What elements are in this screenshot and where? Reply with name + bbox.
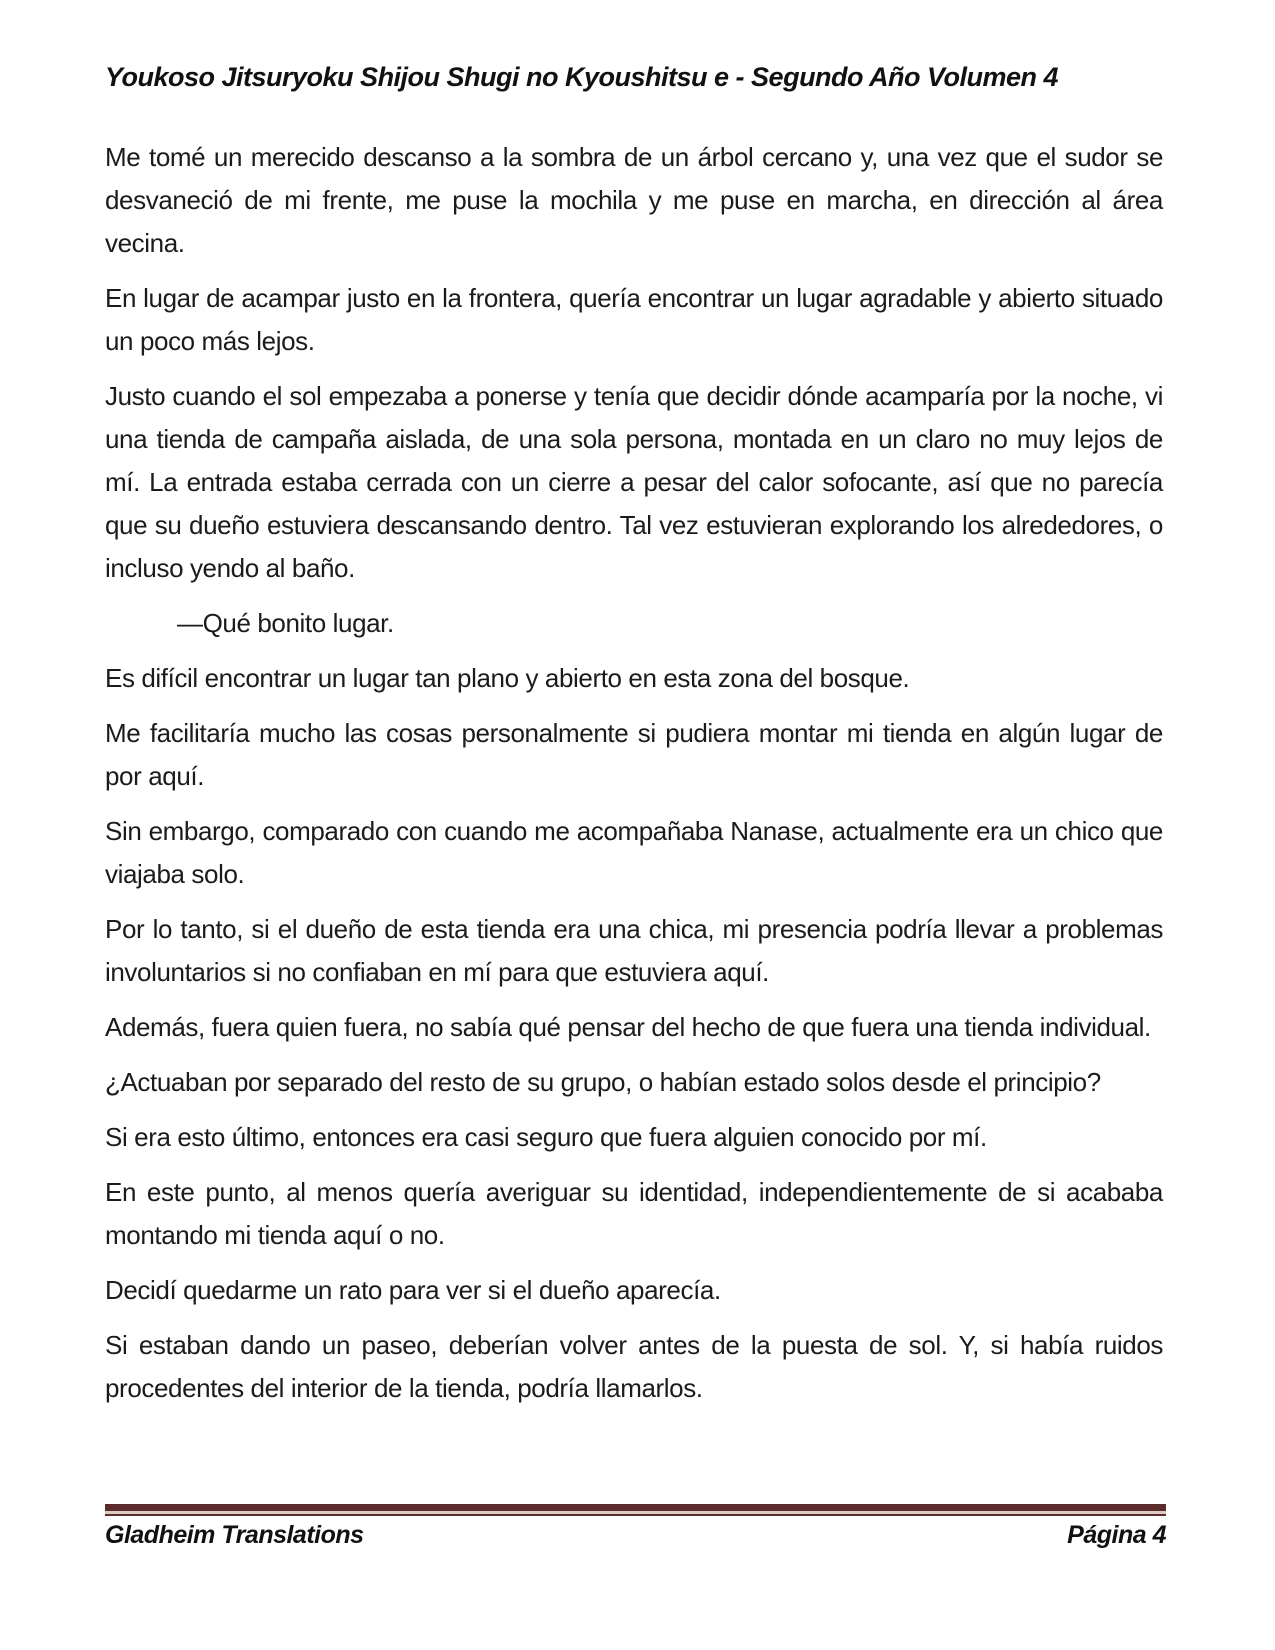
paragraph: Si era esto último, entonces era casi seguro que fuera alguien conocido por mí. <box>105 1122 987 1152</box>
paragraph: Justo cuando el sol empezaba a ponerse y tenía que decidir dónde acamparía por la noche, vi una tienda de campaña aislada, de una sola persona, montada en un claro no muy lejos de mí. La entrada estaba cerrada con un cierre a pesar del calor sofocante, así que no parecía que su dueño estuviera descansando dentro. Tal vez estuvieran explorando los alrededores, o incluso yendo al baño. <box>105 381 1163 583</box>
paragraph: En lugar de acampar justo en la frontera, quería encontrar un lugar agradable y abierto situado un poco más lejos. <box>105 283 1163 356</box>
paragraph: Por lo tanto, si el dueño de esta tienda era una chica, mi presencia podría llevar a problemas involuntarios si no confiaban en mí para que estuviera aquí. <box>105 914 1163 987</box>
paragraph: Además, fuera quien fuera, no sabía qué pensar del hecho de que fuera una tienda individual. <box>105 1012 1151 1042</box>
page-footer <box>105 1521 1166 1550</box>
footer-divider-thick-line <box>105 1504 1166 1511</box>
paragraph: Decidí quedarme un rato para ver si el dueño aparecía. <box>105 1275 721 1305</box>
footer-page-number: Página 4 <box>1067 1521 1166 1549</box>
paragraph: Si estaban dando un paseo, deberían volver antes de la puesta de sol. Y, si había ruidos procedentes del interior de la tienda, podría llamarlos. <box>105 1330 1163 1403</box>
paragraph: Me facilitaría mucho las cosas personalmente si pudiera montar mi tienda en algún lugar de por aquí. <box>105 718 1163 791</box>
footer-divider <box>105 1504 1166 1516</box>
paragraph: Sin embargo, comparado con cuando me acompañaba Nanase, actualmente era un chico que viajaba solo. <box>105 816 1163 889</box>
paragraph: ¿Actuaban por separado del resto de su grupo, o habían estado solos desde el principio? <box>105 1067 1101 1097</box>
paragraph: En este punto, al menos quería averiguar su identidad, independientemente de si acababa montando mi tienda aquí o no. <box>105 1177 1163 1250</box>
footer-divider-thin-line <box>105 1514 1166 1516</box>
footer-translator-credit: Gladheim Translations <box>105 1521 364 1549</box>
paragraph: Es difícil encontrar un lugar tan plano y abierto en esta zona del bosque. <box>105 663 910 693</box>
paragraph: Me tomé un merecido descanso a la sombra de un árbol cercano y, una vez que el sudor se desvaneció de mi frente, me puse la mochila y me puse en marcha, en dirección al área vecina. <box>105 142 1163 258</box>
paragraph-dialogue: —Qué bonito lugar. <box>177 608 394 638</box>
document-body <box>105 136 1163 1422</box>
page-header-title: Youkoso Jitsuryoku Shijou Shugi no Kyoushitsu e - Segundo Año Volumen 4 <box>105 62 1059 92</box>
